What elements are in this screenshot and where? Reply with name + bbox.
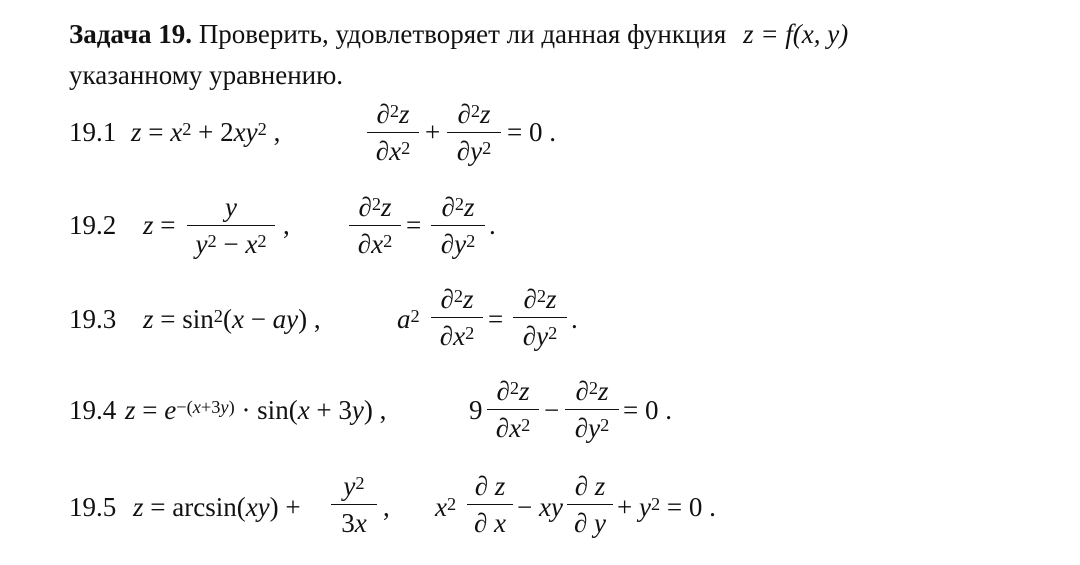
fraction-d2z-dy2: ∂$^2$z $\partial y^2$ bbox=[513, 284, 567, 351]
fraction-d2z-dx2: ∂$^2$z $\partial x^2$ bbox=[431, 284, 483, 351]
task-function-expr: z = f(x, y) bbox=[743, 19, 849, 49]
problem-number: 19.1 bbox=[69, 117, 117, 147]
task-statement bbox=[69, 14, 1029, 96]
fraction-y-over-y2-x2: y $y^2 - x^2$ bbox=[187, 192, 275, 259]
fraction-y2-over-3x: $y^2$ 3x bbox=[331, 471, 377, 538]
task-line-2: указанному уравнению. bbox=[69, 60, 344, 90]
fraction-d2z-dx2: ∂$^2$z $\partial x^2$ bbox=[367, 99, 419, 166]
problem-function: $z = e^{-(x+3y)} \cdot \sin(x + 3y)$ , bbox=[125, 395, 387, 425]
problem-function: $z = \sin^2(x - ay)$ , bbox=[143, 304, 321, 334]
problem-number: 19.3 bbox=[69, 304, 117, 334]
fraction-d2z-dx2: ∂$^2$z $\partial x^2$ bbox=[487, 376, 539, 443]
document-page: Задача 19. Проверить, удовлетворяет ли данная функция z = f(x, y) указанному уравнению. 19.1 $z = x^2 + 2xy^2$ , ∂$^2$z $\partial x^2$ + ∂$^2$z $\partial y^2$ = 0 . 19.2 z = y $y^2 - x^2$ , ∂$^2$z $\partial x^2$ = ∂$^2$z $\partial y^2$ . 19.3 $z = \sin^2(x - ay)$ , $a^2$ ∂$^2$z $\partial x^2$ = ∂$^2$z $\partial y^2$ . 19.4 $z = e^{-(x+3y)} \cdot \sin(x + 3y)$ , 9 ∂$^2$z $\partial x^2$ − ∂$^2$z $\partial y^2$ = 0 . 19.5 z = arcsin(xy) + $y^2$ 3x , $x^2$ ∂ z ∂ x − xy ∂ z ∂ y + $y^2 = 0$ . bbox=[0, 0, 1080, 565]
fraction-d2z-dy2: ∂$^2$z $\partial y^2$ bbox=[431, 192, 485, 259]
problem-number: 19.4 bbox=[69, 395, 117, 425]
fraction-dz-dy: ∂ z ∂ y bbox=[567, 471, 613, 538]
fraction-d2z-dx2: ∂$^2$z $\partial x^2$ bbox=[349, 192, 401, 259]
fraction-d2z-dy2: ∂$^2$z $\partial y^2$ bbox=[565, 376, 619, 443]
problem-number: 19.5 bbox=[69, 492, 117, 522]
task-text: Проверить, удовлетворяет ли данная функция bbox=[198, 19, 727, 49]
problem-function: $z = x^2 + 2xy^2$ , bbox=[131, 117, 281, 147]
task-label: Задача 19. bbox=[69, 19, 193, 49]
fraction-d2z-dy2: ∂$^2$z $\partial y^2$ bbox=[447, 99, 501, 166]
fraction-dz-dx: ∂ z ∂ x bbox=[467, 471, 513, 538]
problem-number: 19.2 bbox=[69, 210, 117, 240]
task-line-1 bbox=[69, 14, 1029, 55]
